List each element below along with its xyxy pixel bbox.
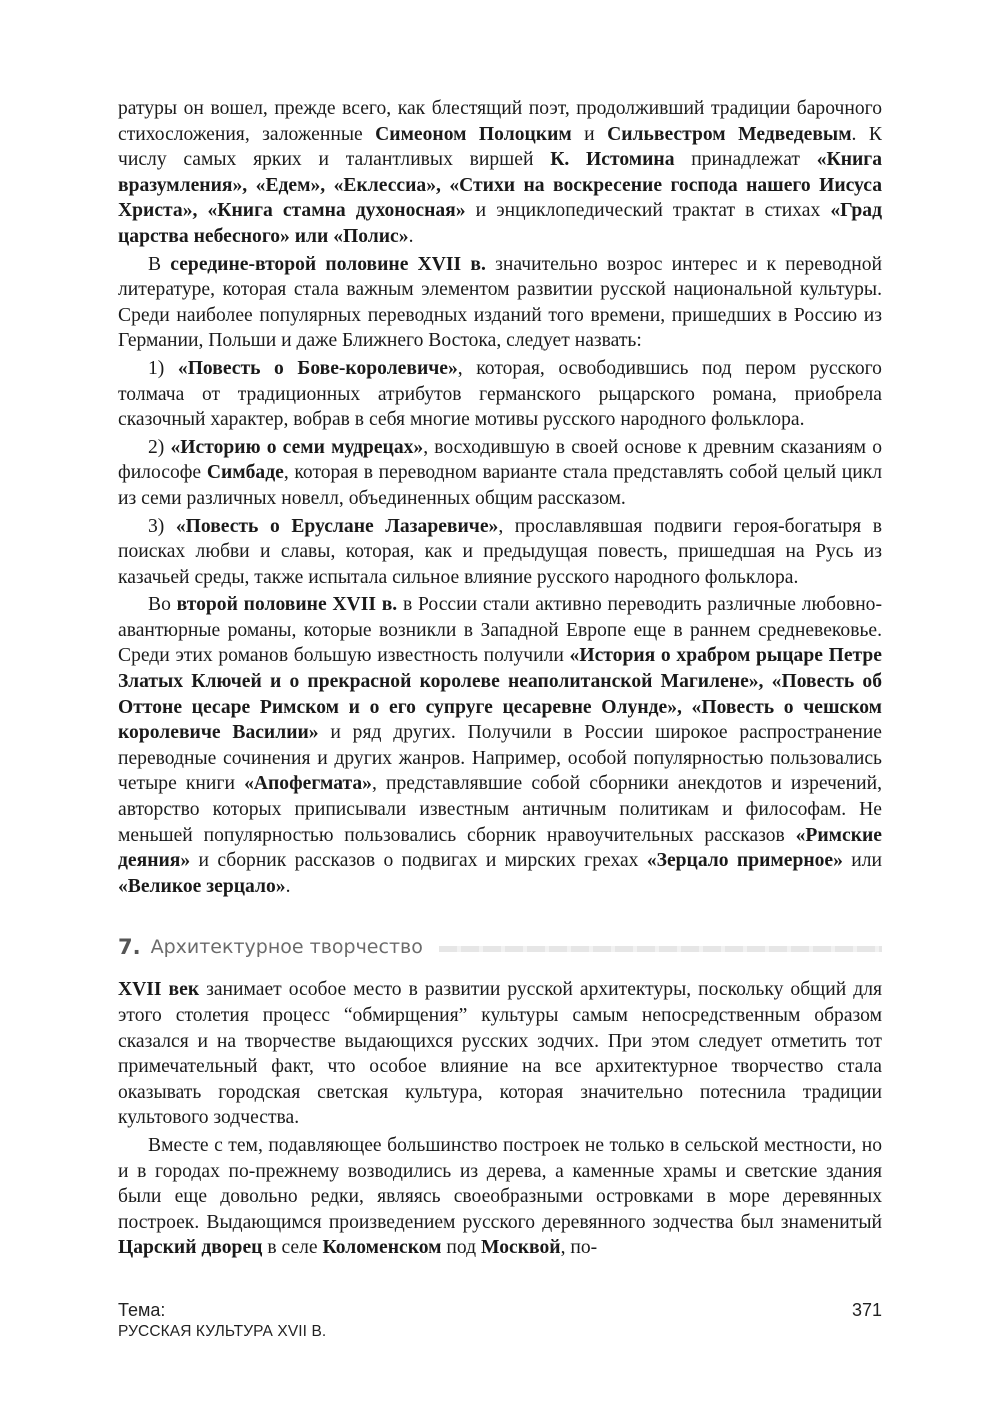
text-run: , по- [560, 1237, 598, 1259]
section-title: Архитектурное творчество [150, 936, 423, 959]
text-run: под [441, 1237, 482, 1259]
paragraph [118, 356, 882, 433]
text-run: , восходившую в своей основе к древним сказаниям о философе [118, 436, 882, 484]
bold-text: «Повесть о Бове-королевиче» [177, 357, 458, 379]
paragraph [118, 252, 882, 354]
text-run: , представлявшие собой сборники анекдотов и изречений, авторство которых приписывали известным античным политикам и философам. Не меньшей популярностью пользовались сборник нравоучительных рассказов [118, 773, 882, 846]
text-run: 2) [148, 436, 171, 458]
text-run: или [842, 850, 882, 872]
paragraph [118, 96, 882, 250]
text-run: значительно возрос интерес и к переводной литературе, которая стала важным элементом развитии русской национальной культуры. Среди наиболее популярных переводных изданий того времени, пришедших в Россию из Германии, Польши и даже Ближнего Востока, следует назвать: [118, 253, 883, 352]
bold-text: «История о храбром рыцаре Петре Златых Ключей и о прекрасной королеве неаполитанской Магилене», «Повесть об Оттоне цесаре Римском и о его супруге цесаревне Олунде», «Повесть о чешском королевиче Василии» [118, 645, 882, 744]
text-run: и [571, 123, 608, 145]
text-run: принадлежат [674, 149, 817, 171]
text-run: . К числу самых ярких и талантливых виршей [118, 123, 882, 171]
bold-text: «Римские деяния» [118, 824, 882, 872]
text-run: и энциклопедический трактат в стихах [465, 200, 831, 222]
text-run: занимает особое место в развитии русской архитектуры, поскольку общий для этого столетия процесс “обмирщения” культуры самым непосредственным образом сказался и на творчестве выдающихся русских зодчих. При этом следует отметить тот примечательный факт, что особое влияние на все архитектурное творчество стала оказывать городская светская культура, которая значительно потеснила традиции культового зодчества. [118, 979, 882, 1129]
bold-text: Сильвестром Медведевым [607, 123, 852, 145]
bold-text: «Книга вразумления», «Едем», «Еклессиа», «Стихи на воскресение господа нашего Иисуса Христа», «Книга стамна духоносная» [118, 149, 882, 222]
bold-text: середине-второй половине XVII в. [170, 253, 486, 275]
text-run: 1) [148, 357, 178, 379]
bold-text: второй половине XVII в. [176, 594, 398, 616]
section-number: 7. [118, 935, 141, 960]
bold-text: Коломенском [322, 1237, 442, 1259]
text-run: В [148, 253, 171, 275]
text-run: Вместе с тем, подавляющее большинство построек не только в сельской местности, но и в городах по-прежнему возводились из дерева, а каменные храмы и светские здания были еще довольно редки, являясь своеобразными островками в море деревянных построек. Выдающимся произведением русского деревянного зодчества был знаменитый [118, 1134, 882, 1233]
text-run: ратуры он вошел, прежде всего, как блестящий поэт, продолживший традиции барочного стихосложения, заложенные [118, 98, 882, 145]
bold-text: «Историю о семи мудрецах» [170, 436, 424, 458]
paragraph [118, 592, 882, 899]
text-run: в России стали активно переводить различные любовно-авантюрные романы, которые возникли в Западной Европе еще в раннем средневековье. Среди этих романов большую известность получили [118, 594, 883, 667]
bold-text: XVII век [118, 979, 200, 1001]
paragraph [118, 1133, 882, 1261]
bold-text: Симеоном Полоцким [375, 123, 572, 145]
bold-text: Москвой [481, 1237, 561, 1259]
bold-text: «Великое зерцало» [118, 875, 286, 897]
paragraph [118, 514, 882, 591]
text-run: . [285, 875, 291, 897]
bold-text: Симбаде [206, 462, 284, 484]
body-text-top [118, 96, 882, 899]
section-heading [118, 935, 882, 959]
bold-text: «Апофегмата» [244, 773, 372, 795]
text-run: Во [148, 594, 177, 616]
page-footer [118, 1300, 882, 1341]
heading-rule [439, 946, 882, 952]
bold-text: «Повесть о Еруслане Лазаревиче» [175, 515, 499, 537]
paragraph [118, 435, 882, 512]
page-number: 371 [851, 1300, 882, 1320]
text-run: , которая в переводном варианте стала представлять собой целый цикл из семи различных новелл, объединенных общим рассказом. [118, 462, 883, 509]
body-text-bottom [118, 977, 882, 1261]
text-run: . [408, 225, 414, 247]
text-run: и ряд других. Получили в России широкое распространение переводные сочинения и других жанров. Например, особой популярностью пользовались четыре книги [118, 722, 882, 795]
text-run: и сборник рассказов о подвигах и мирских грехах [190, 850, 647, 872]
bold-text: «Зерцало примерное» [646, 850, 843, 872]
text-run: , которая, освободившись под пером русского толмача от традиционных атрибутов германского рыцарского романа, приобрела сказочный характер, вобрав в себя многие мотивы русского народного фольклора. [118, 357, 882, 431]
topic-label: Тема: [118, 1300, 166, 1320]
bold-text: К. Истомина [550, 149, 675, 171]
text-run: , прославлявшая подвиги героя-богатыря в поисках любви и славы, которая, как и предыдущая повесть, пришедшая на Русь из казачьей среды, также испытала сильное влияние русского народного фольклора. [118, 515, 882, 588]
text-run: в селе [262, 1237, 323, 1259]
topic-name: РУССКАЯ КУЛЬТУРА XVII В. [118, 1323, 327, 1340]
paragraph [118, 977, 882, 1131]
bold-text: Царский дворец [118, 1237, 263, 1259]
text-run: 3) [148, 515, 176, 537]
bold-text: «Град царства небесного» или «Полис» [118, 200, 882, 247]
